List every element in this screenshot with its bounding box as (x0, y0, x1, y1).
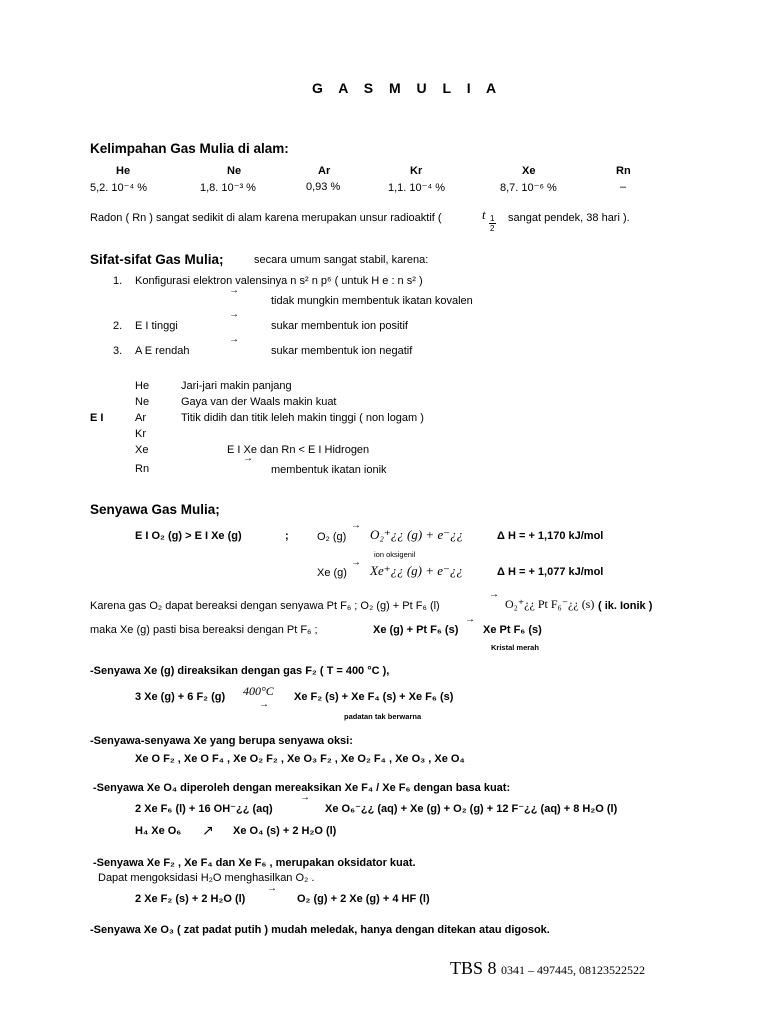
abundance-ne: 1,8. 10⁻³ % (200, 182, 256, 194)
eq1-left: E I O₂ (g) > E I Xe (g) (135, 530, 242, 542)
trend-titik-didih: Titik didih dan titik leleh makin tinggi ( non logam ) (181, 412, 424, 424)
sifat-item-1-text: Konfigurasi elektron valensinya n s² n p⁶ ( untuk H e : n s² ) (135, 275, 423, 287)
oksi-heading: -Senyawa-senyawa Xe yang berupa senyawa oksi: (90, 735, 353, 747)
arrow-icon: → (243, 453, 253, 464)
oksidator-heading: -Senyawa Xe F₂ , Xe F₄ dan Xe F₆ , merupakan oksidator kuat. (93, 857, 416, 869)
eq1-o2: O₂ (g) (317, 531, 347, 543)
trend-element-rn: Rn (135, 463, 150, 475)
sifat-item-2-text: E I tinggi (135, 320, 178, 332)
element-ne: Ne (227, 165, 242, 177)
arrow-icon: → (229, 309, 239, 320)
xef-eq-left: 3 Xe (g) + 6 F₂ (g) (135, 691, 226, 703)
trend-van-der-waals: Gaya van der Waals makin kuat (181, 396, 337, 408)
kristal-merah-note: Kristal merah (491, 643, 539, 652)
abundance-xe: 8,7. 10⁻⁶ % (500, 182, 557, 194)
reaction2-product: Xe Pt F₆ (s) (483, 624, 542, 636)
xeo4-eq-right: Xe O₆⁻¿¿ (aq) + Xe (g) + O₂ (g) + 12 F⁻¿¿ (aq) + 8 H₂O (l) (325, 803, 618, 815)
padatan-note: padatan tak berwarna (344, 712, 422, 721)
abundance-he: 5,2. 10⁻⁴ % (90, 182, 148, 194)
xef-eq-right: Xe F₂ (s) + Xe F₄ (s) + Xe F₆ (s) (294, 691, 454, 703)
trend-element-ne: Ne (135, 396, 150, 408)
eq1-semicolon: ; (285, 530, 289, 542)
trend-element-kr: Kr (135, 428, 146, 440)
ei-label: E I (90, 412, 104, 424)
footer-contact (450, 958, 645, 979)
radon-half-den: 2 (490, 224, 495, 233)
eq1-product: O₂⁺¿¿ (g) + e⁻¿¿ (370, 527, 464, 542)
page-title: G A S M U L I A (312, 80, 503, 96)
eq1-delta-h: Δ H = + 1,170 kJ/mol (497, 530, 604, 542)
arrow-icon: → (300, 792, 310, 803)
section-heading-kelimpahan: Kelimpahan Gas Mulia di alam: (90, 141, 289, 156)
sifat-item-2-result: sukar membentuk ion positif (271, 320, 408, 332)
sifat-item-3-num: 3. (113, 345, 123, 357)
xef-heading: -Senyawa Xe (g) direaksikan dengan gas F₂ ( T = 400 °C ), (90, 665, 390, 677)
arrow-icon: → (229, 285, 239, 296)
xeo4-heading: -Senyawa Xe O₄ diperoleh dengan mereaksikan Xe F₄ / Xe F₆ dengan basa kuat: (93, 782, 511, 794)
ion-oksigenil-note: ion oksigenil (374, 550, 416, 559)
radon-note-b: sangat pendek, 38 hari ). (508, 212, 630, 224)
xe-rn-note: E I Xe dan Rn < E I Hidrogen (227, 444, 370, 456)
sifat-item-1-num: 1. (113, 275, 123, 287)
element-kr: Kr (410, 165, 423, 177)
abundance-rn: – (620, 181, 627, 193)
footer-brand: TBS 8 (450, 958, 497, 978)
arrow-icon: → (465, 614, 475, 625)
arrow-icon: → (351, 520, 361, 531)
sifat-item-2-num: 2. (113, 320, 123, 332)
xeo4-eq2-right: Xe O₄ (s) + 2 H₂O (l) (233, 825, 337, 837)
radon-note-a: Radon ( Rn ) sangat sedikit di alam karena merupakan unsur radioaktif ( (90, 212, 442, 224)
rn-note: membentuk ikatan ionik (271, 464, 387, 476)
trend-element-he: He (135, 380, 150, 392)
xeo4-eq-left: 2 Xe F₆ (l) + 16 OH⁻¿¿ (aq) (135, 803, 273, 815)
arrow-icon: → (267, 883, 277, 894)
abundance-ar: 0,93 % (306, 181, 341, 193)
oksi-list: Xe O F₂ , Xe O F₄ , Xe O₂ F₂ , Xe O₃ F₂ , Xe O₂ F₄ , Xe O₃ , Xe O₄ (135, 753, 465, 765)
radon-half-num: 1 (490, 214, 495, 223)
eq2-xe: Xe (g) (317, 567, 347, 579)
element-he: He (116, 165, 131, 177)
section-heading-senyawa: Senyawa Gas Mulia; (90, 502, 220, 517)
sifat-item-1-result: tidak mungkin membentuk ikatan kovalen (271, 295, 473, 307)
sifat-subheading: secara umum sangat stabil, karena: (254, 254, 429, 266)
trend-jari-jari: Jari-jari makin panjang (181, 380, 292, 392)
arrow-icon: → (489, 589, 499, 600)
reaction2-eq: Xe (g) + Pt F₆ (s) (373, 624, 459, 636)
arrow-icon: → (259, 699, 269, 710)
arrow-up-icon: ↗ (202, 822, 214, 838)
trend-element-xe: Xe (135, 444, 149, 456)
oksidator-eq-left: 2 Xe F₂ (s) + 2 H₂O (l) (135, 893, 246, 905)
xef-temperature: 400°C (243, 684, 274, 698)
element-ar: Ar (318, 165, 331, 177)
oksidator-eq-right: O₂ (g) + 2 Xe (g) + 4 HF (l) (297, 893, 430, 905)
eq2-product: Xe⁺¿¿ (g) + e⁻¿¿ (370, 563, 463, 578)
arrow-icon: → (229, 334, 239, 345)
xeo4-eq2-left: H₄ Xe O₆ (135, 825, 182, 837)
sifat-item-3-text: A E rendah (135, 345, 190, 357)
xeo3-note: -Senyawa Xe O₃ ( zat padat putih ) mudah meledak, hanya dengan ditekan atau digosok. (90, 924, 550, 936)
element-rn: Rn (616, 165, 631, 177)
reaction1-text: Karena gas O₂ dapat bereaksi dengan senyawa Pt F₆ ; O₂ (g) + Pt F₆ (l) (90, 600, 440, 612)
reaction1-ionic-note: ( ik. Ionik ) (598, 600, 653, 612)
trend-element-ar: Ar (135, 412, 146, 424)
element-xe: Xe (522, 165, 536, 177)
section-heading-sifat: Sifat-sifat Gas Mulia; (90, 252, 224, 267)
abundance-kr: 1,1. 10⁻⁴ % (388, 182, 446, 194)
reaction1-product: O₂⁺¿¿ Pt F₆⁻¿¿ (s) (505, 597, 595, 611)
sifat-item-3-result: sukar membentuk ion negatif (271, 345, 413, 357)
arrow-icon: → (351, 557, 361, 568)
oksidator-subheading: Dapat mengoksidasi H₂O menghasilkan O₂ . (98, 872, 315, 884)
radon-halflife-t: t (482, 207, 486, 222)
reaction2-text: maka Xe (g) pasti bisa bereaksi dengan Pt F₆ ; (90, 624, 318, 636)
eq2-delta-h: Δ H = + 1,077 kJ/mol (497, 566, 604, 578)
footer-phone: 0341 – 497445, 08123522522 (501, 963, 646, 977)
